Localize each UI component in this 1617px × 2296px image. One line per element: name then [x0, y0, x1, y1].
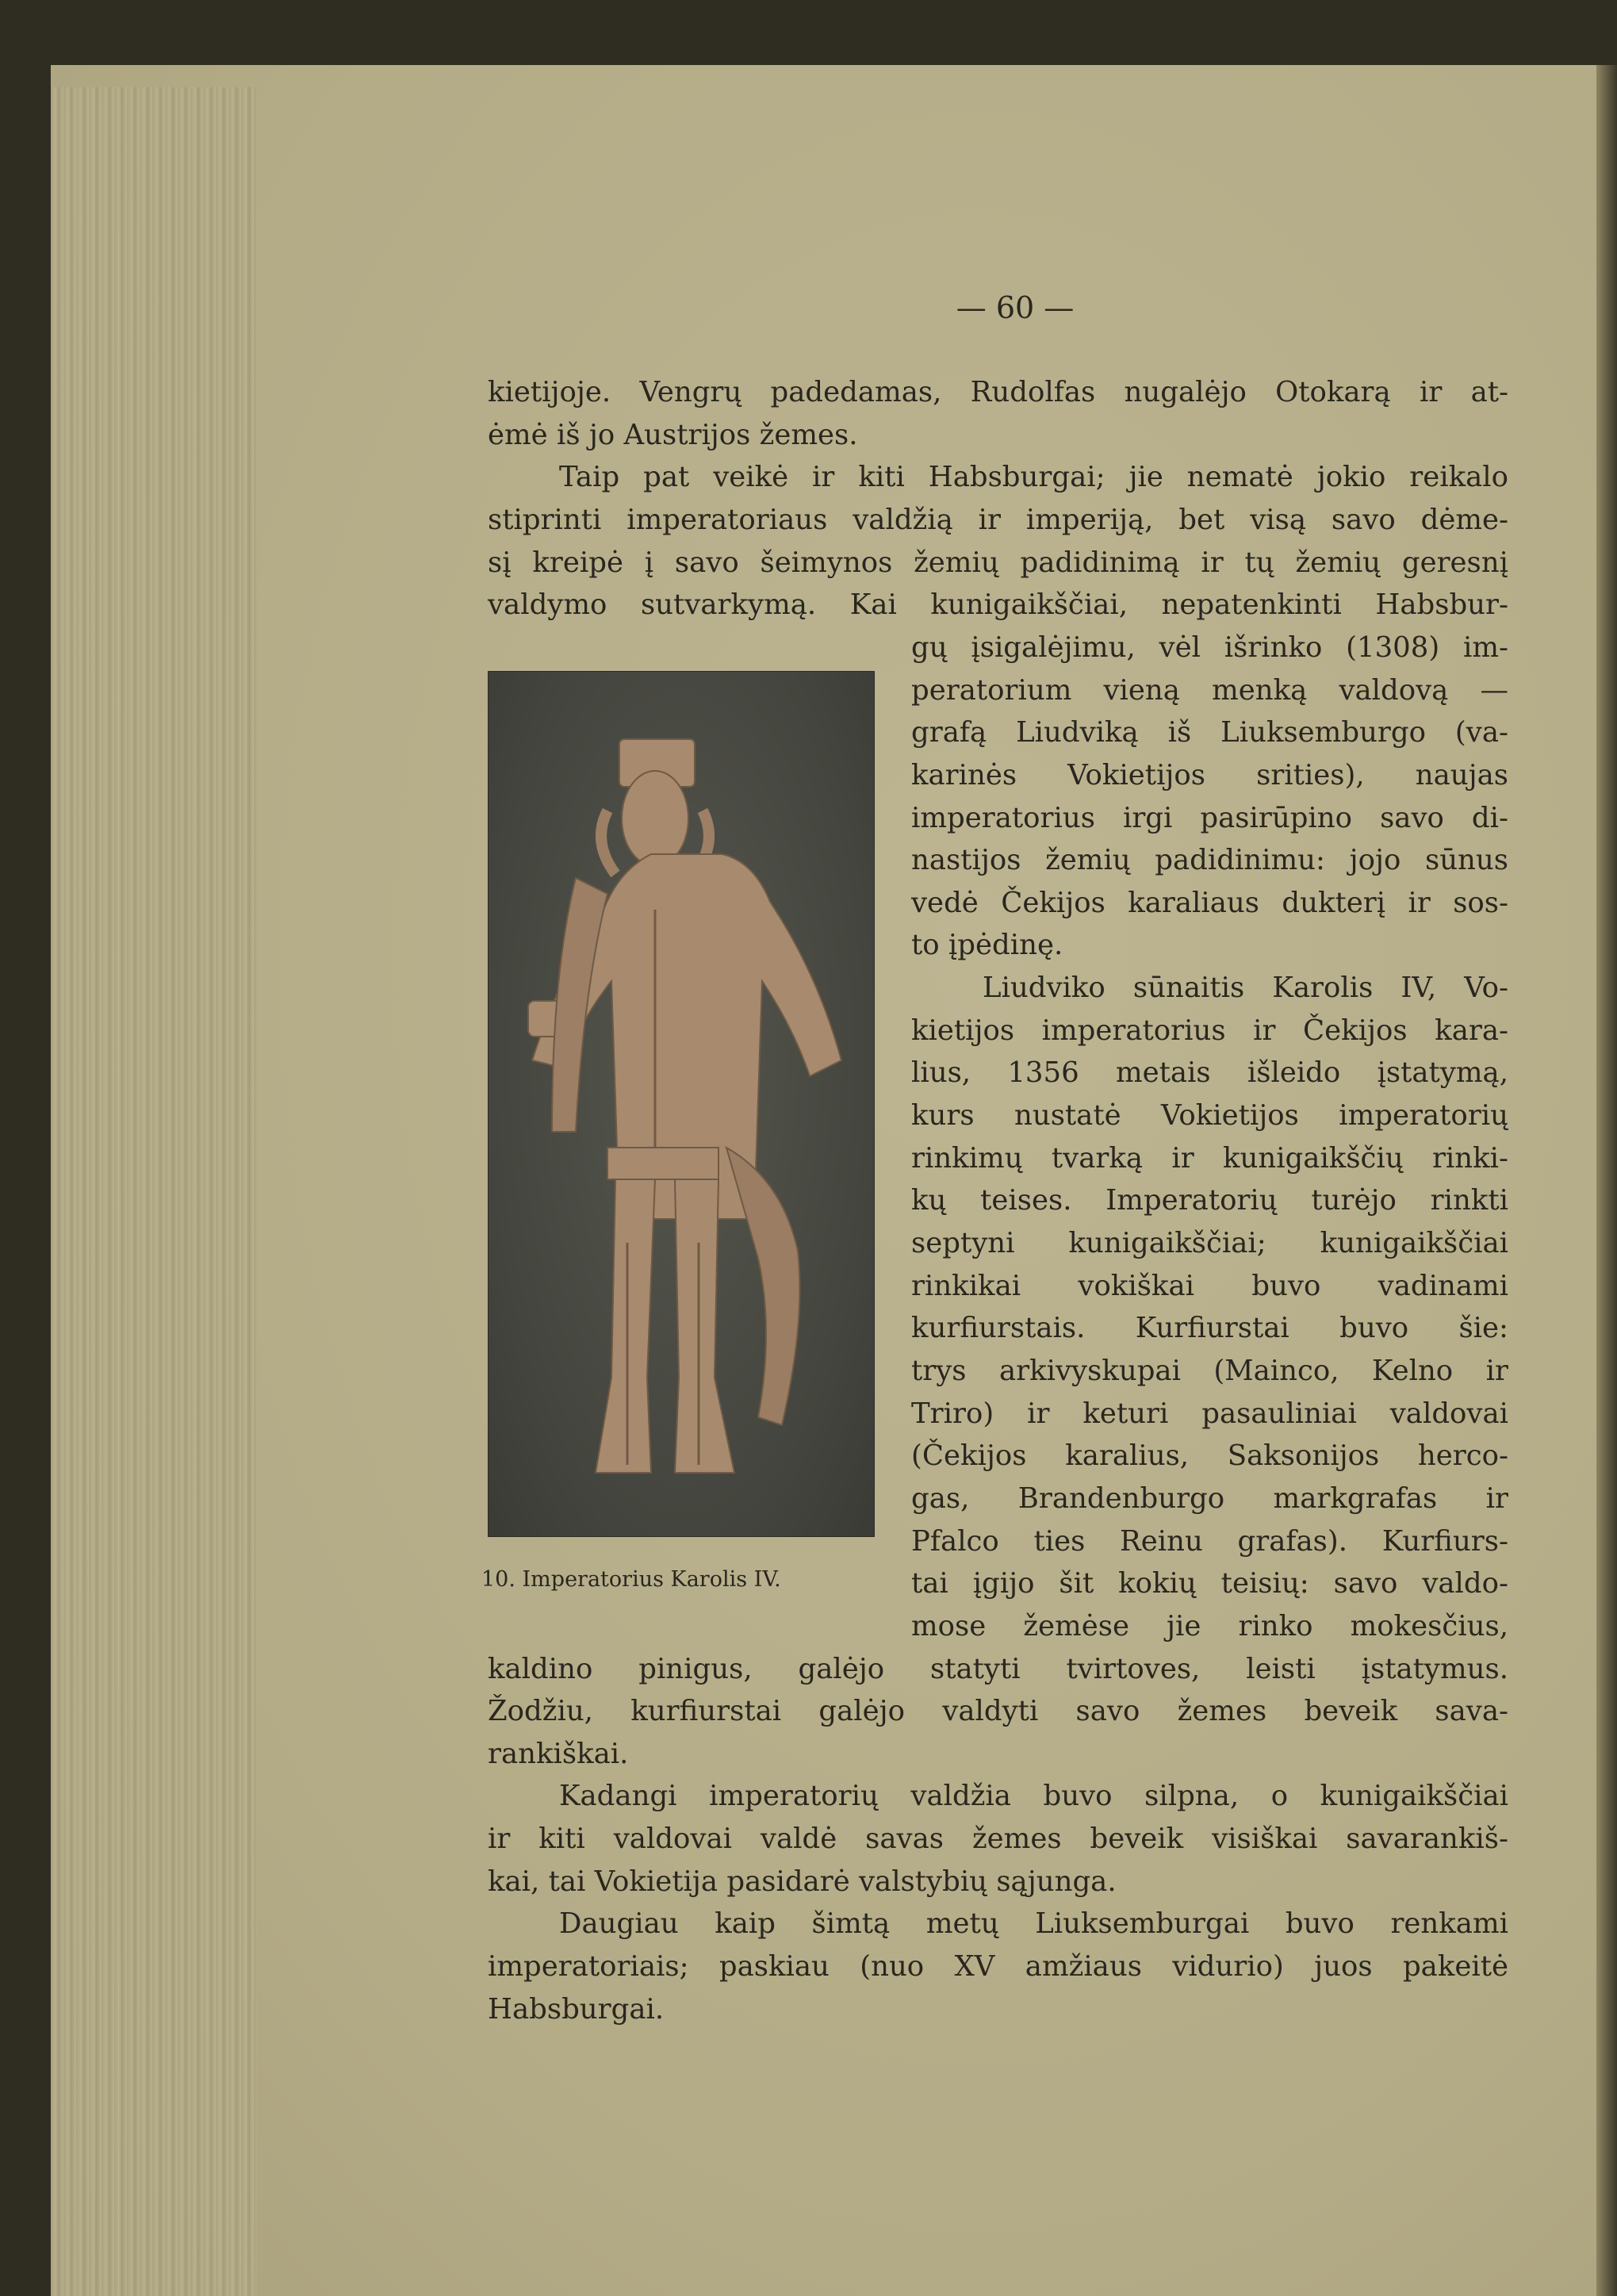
text-line: gų įsigalėjimu, vėl išrinko (1308) im- — [911, 631, 1508, 664]
page-edges — [51, 87, 257, 2296]
text-line: imperatorius irgi pasirūpino savo di- — [911, 801, 1508, 834]
text-line: (Čekijos karalius, Saksonijos herco- — [911, 1439, 1508, 1473]
text-line: valdymo sutvarkymą. Kai kunigaikščiai, nepatenkinti Habsbur- — [488, 588, 1508, 622]
text-line: kai, tai Vokietija pasidarė valstybių sąjunga. — [488, 1865, 1117, 1898]
text-line: rinkimų tvarką ir kunigaikščių rinki- — [911, 1141, 1508, 1175]
statue-illustration — [489, 672, 874, 1536]
text-line: ėmė iš jo Austrijos žemes. — [488, 418, 858, 451]
text-line: karinės Vokietijos srities), naujas — [911, 758, 1508, 792]
text-line: vedė Čekijos karaliaus dukterį ir sos- — [911, 886, 1508, 919]
text-line: Žodžiu, kurfiurstai galėjo valdyti savo žemes beveik sava- — [488, 1695, 1508, 1728]
text-line: to įpėdinę. — [911, 929, 1063, 962]
text-line: Triro) ir keturi pasauliniai valdovai — [911, 1397, 1508, 1430]
text-line: rinkikai vokiškai buvo vadinami — [911, 1269, 1508, 1302]
text-line: kurfiurstais. Kurfiurstai buvo šie: — [911, 1312, 1508, 1345]
figure-caption: 10. Imperatorius Karolis IV. — [481, 1567, 781, 1592]
text-line: ir kiti valdovai valdė savas žemes beveik visiškai savarankiš- — [488, 1823, 1508, 1856]
text-line: kietijos imperatorius ir Čekijos kara- — [911, 1014, 1508, 1047]
text-line: imperatoriais; paskiau (nuo XV amžiaus vidurio) juos pakeitė — [488, 1950, 1508, 1984]
text-line: kų teises. Imperatorių turėjo rinkti — [911, 1184, 1508, 1217]
text-line: kaldino pinigus, galėjo statyti tvirtoves, leisti įstatymus. — [488, 1652, 1508, 1685]
text-line: mose žemėse jie rinko mokesčius, — [911, 1609, 1508, 1642]
text-line: stiprinti imperatoriaus valdžią ir imperiją, bet visą savo dėme- — [488, 503, 1508, 536]
text-line: tai įgijo šit kokių teisių: savo valdo- — [911, 1567, 1508, 1600]
text-line: Pfalco ties Reinu grafas). Kurfiurs- — [911, 1524, 1508, 1558]
figure-statue-image — [488, 671, 875, 1537]
text-line: peratorium vieną menką valdovą — — [911, 673, 1508, 707]
text-line: Habsburgai. — [488, 1992, 665, 2026]
text-line: gas, Brandenburgo markgrafas ir — [911, 1481, 1508, 1515]
text-line: kurs nustatė Vokietijos imperatorių — [911, 1099, 1508, 1133]
text-line: Kadangi imperatorių valdžia buvo silpna, o kunigaikščiai — [559, 1780, 1508, 1813]
text-line: Daugiau kaip šimtą metų Liuksemburgai buvo renkami — [559, 1907, 1508, 1941]
text-line: grafą Liudviką iš Liuksemburgo (va- — [911, 716, 1508, 749]
text-line: rankiškai. — [488, 1737, 629, 1770]
text-line: septyni kunigaikščiai; kunigaikščiai — [911, 1227, 1508, 1259]
text-line: sį kreipė į savo šeimynos žemių padidinimą ir tų žemių geresnį — [488, 546, 1508, 579]
text-line: lius, 1356 metais išleido įstatymą, — [911, 1056, 1508, 1090]
page-number: — 60 — — [956, 290, 1075, 325]
text-line: Taip pat veikė ir kiti Habsburgai; jie nematė jokio reikalo — [559, 461, 1508, 494]
text-line: kietijoje. Vengrų padedamas, Rudolfas nugalėjo Otokarą ir at- — [488, 376, 1508, 408]
page-binding-shadow — [1596, 65, 1617, 2296]
text-line: Liudviko sūnaitis Karolis IV, Vo- — [983, 972, 1508, 1005]
text-line: nastijos žemių padidinimu: jojo sūnus — [911, 844, 1508, 877]
text-line: trys arkivyskupai (Mainco, Kelno ir — [911, 1354, 1508, 1387]
